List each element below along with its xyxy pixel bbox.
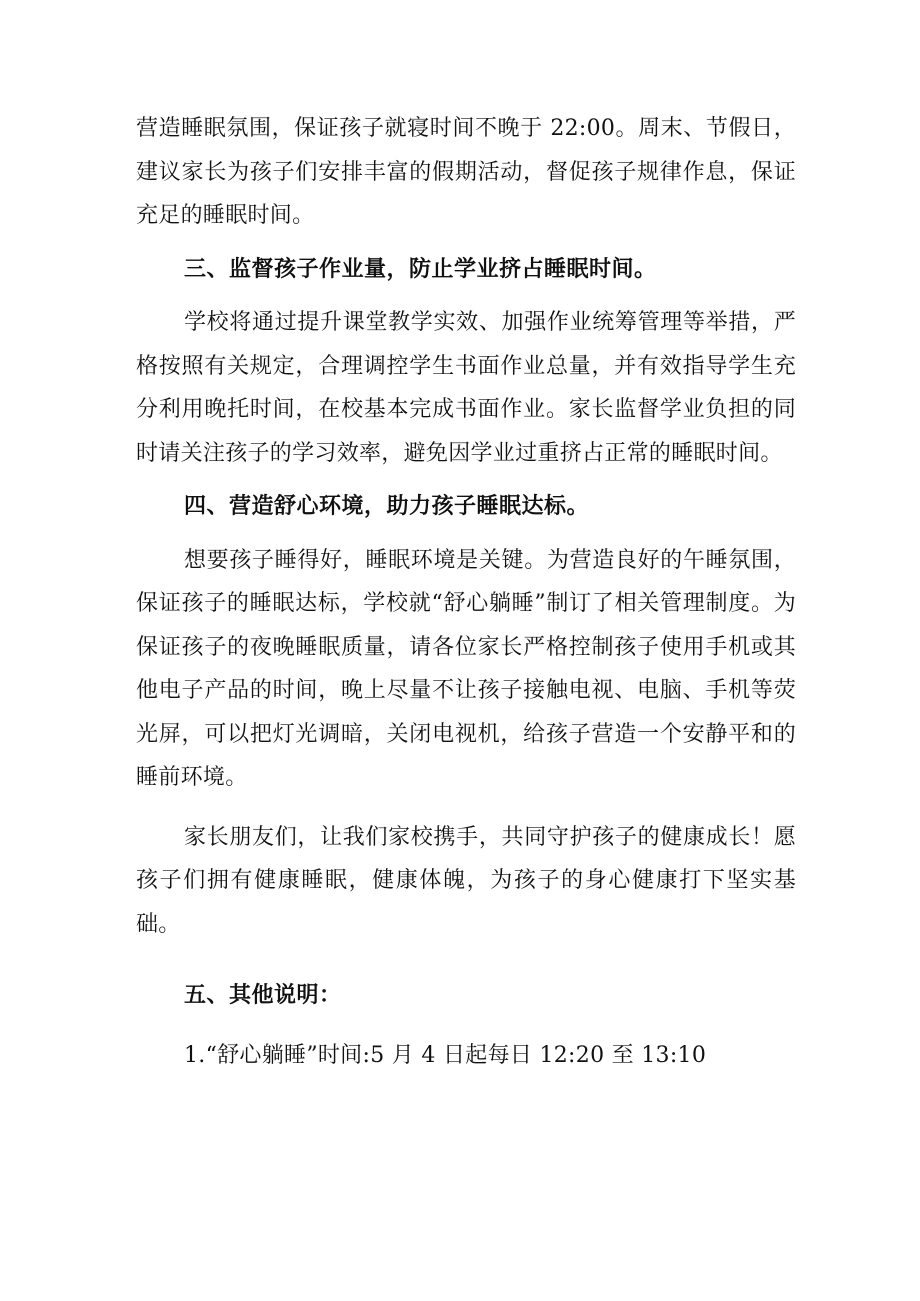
paragraph-homework: 学校将通过提升课堂教学实效、加强作业统筹管理等举措，严格按照有关规定，合理调控学生书面作业总量，并有效指导学生充分利用晚托时间，在校基本完成书面作业。家长监督学业负担的同时请关注孩子的学习效率，避免因学业过重挤占正常的睡眠时间。: [136, 310, 796, 466]
section-heading-4: 四、营造舒心环境，助力孩子睡眠达标。: [184, 494, 590, 519]
document-body: [136, 107, 796, 1077]
paragraph-environment: 想要孩子睡得好，睡眠环境是关键。为营造良好的午睡氛围，保证孩子的睡眠达标，学校就“舒心躺睡”制订了相关管理制度。为保证孩子的夜晚睡眠质量，请各位家长严格控制孩子使用手机或其他电子产品的时间，晚上尽量不让孩子接触电视、电脑、手机等荧光屏，可以把灯光调暗，关闭电视机，给孩子营造一个安静平和的睡前环境。: [136, 547, 796, 790]
list-item-nap-time: 1.“舒心躺睡”时间:5 月 4 日起每日 12:20 至 13:10: [184, 1042, 707, 1068]
paragraph-sleep-atmosphere: 营造睡眠氛围，保证孩子就寝时间不晚于 22:00。周末、节假日，建议家长为孩子们安排丰富的假期活动，督促孩子规律作息，保证充足的睡眠时间。: [136, 116, 796, 228]
section-heading-5: 五、其他说明：: [184, 983, 342, 1008]
section-heading-3: 三、监督孩子作业量，防止学业挤占睡眠时间。: [184, 256, 657, 282]
paragraph-closing: 家长朋友们，让我们家校携手，共同守护孩子的健康成长！愿孩子们拥有健康睡眠，健康体魄，为孩子的身心健康打下坚实基础。: [136, 824, 796, 937]
